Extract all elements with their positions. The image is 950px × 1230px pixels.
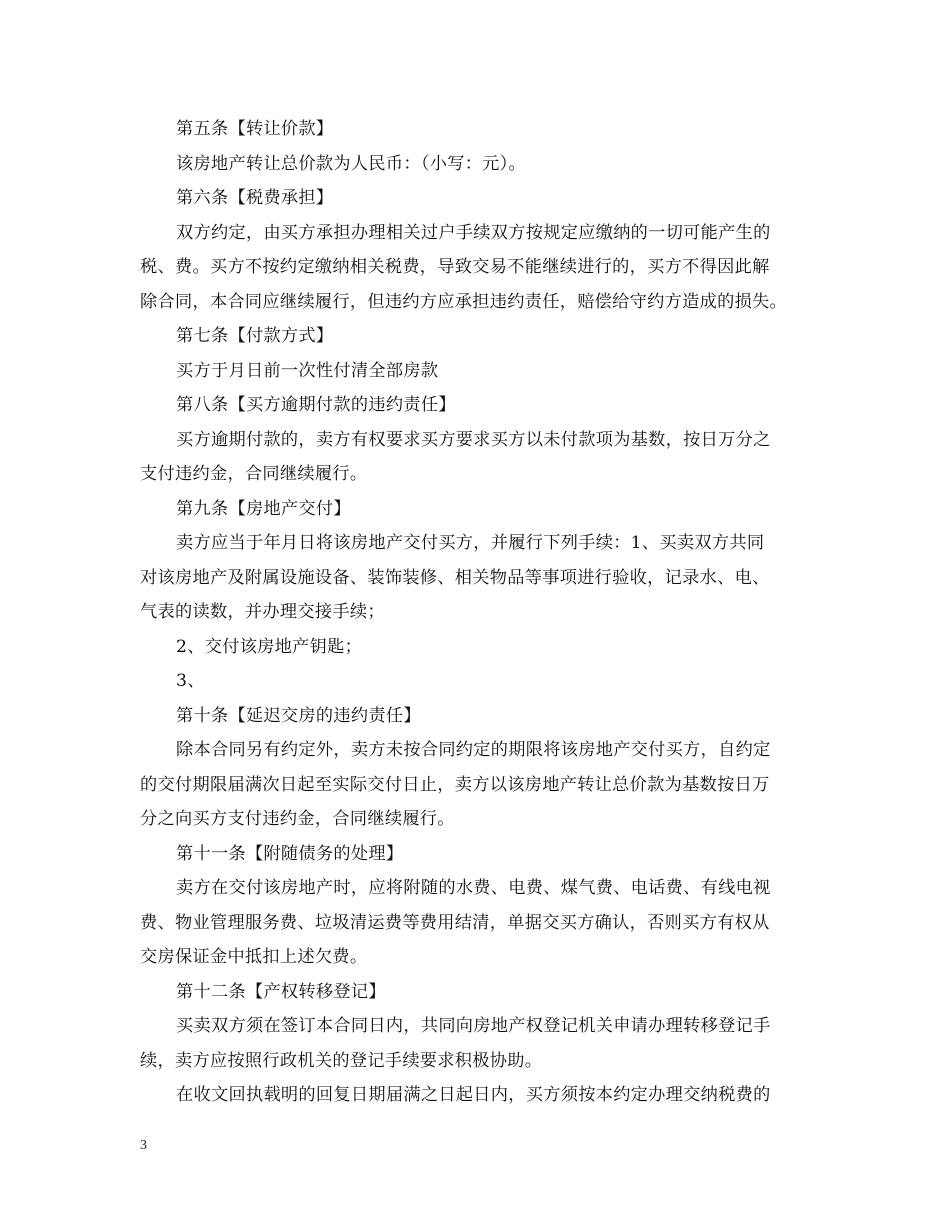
article-8-heading: 第八条【买方逾期付款的违约责任】 [176, 395, 456, 415]
article-12-heading: 第十二条【产权转移登记】 [176, 981, 386, 1002]
paragraph-line: 对该房地产及附属设施设备、装饰装修、相关物品等事项进行验收，记录水、电、 [140, 567, 770, 588]
paragraph-line: 除合同，本合同应继续履行，但违约方应承担违约责任，赔偿给守约方造成的损失。 [140, 291, 788, 312]
paragraph-line: 费、物业管理服务费、垃圾清运费等费用结清，单据交买方确认，否则买方有权从 [140, 912, 770, 933]
paragraph-line: 在收文回执载明的回复日期届满之日起日内，买方须按本约定办理交纳税费的 [176, 1085, 771, 1105]
article-9-heading: 第九条【房地产交付】 [176, 498, 351, 519]
paragraph-line: 双方约定，由买方承担办理相关过户手续双方按规定应缴纳的一切可能产生的 [176, 222, 771, 243]
paragraph-line: 气表的读数，并办理交接手续； [140, 602, 385, 622]
document-body [140, 112, 820, 1113]
paragraph-line: 卖方在交付该房地产时，应将附随的水费、电费、煤气费、电话费、有线电视 [176, 878, 771, 898]
article-11-heading: 第十一条【附随债务的处理】 [176, 843, 404, 864]
paragraph-line: 除本合同另有约定外，卖方未按合同约定的期限将该房地产交付买方，自约定 [176, 740, 771, 760]
paragraph-line: 买方于月日前一次性付清全部房款 [176, 360, 439, 381]
paragraph-line: 卖方应当于年月日将该房地产交付买方，并履行下列手续：1、买卖双方共同 [176, 533, 765, 553]
paragraph-line: 支付违约金，合同继续履行。 [140, 464, 368, 484]
paragraph-line: 分之向买方支付违约金，合同继续履行。 [140, 809, 455, 829]
article-10-heading: 第十条【延迟交房的违约责任】 [176, 705, 421, 726]
paragraph-line: 3、 [176, 671, 205, 691]
paragraph-line: 续，卖方应按照行政机关的登记手续要求积极协助。 [140, 1050, 543, 1071]
paragraph-line: 交房保证金中抵扣上述欠费。 [140, 947, 368, 967]
paragraph-line: 税、费。买方不按约定缴纳相关税费，导致交易不能继续进行的，买方不得因此解 [140, 257, 770, 277]
page-number: 3 [140, 1138, 147, 1153]
article-7-heading: 第七条【付款方式】 [176, 326, 334, 346]
paragraph-line: 买方逾期付款的，卖方有权要求买方要求买方以未付款项为基数，按日万分之 [176, 429, 771, 450]
paragraph-line: 该房地产转让总价款为人民币：（小写：元）。 [176, 153, 527, 174]
article-5-heading: 第五条【转让价款】 [176, 119, 334, 139]
paragraph-line: 的交付期限届满次日起至实际交付日止，卖方以该房地产转让总价款为基数按日万 [140, 774, 770, 795]
paragraph-line: 买卖双方须在签订本合同日内，共同向房地产权登记机关申请办理转移登记手 [176, 1016, 771, 1036]
article-6-heading: 第六条【税费承担】 [176, 188, 334, 208]
paragraph-line: 2、交付该房地产钥匙； [176, 636, 363, 657]
